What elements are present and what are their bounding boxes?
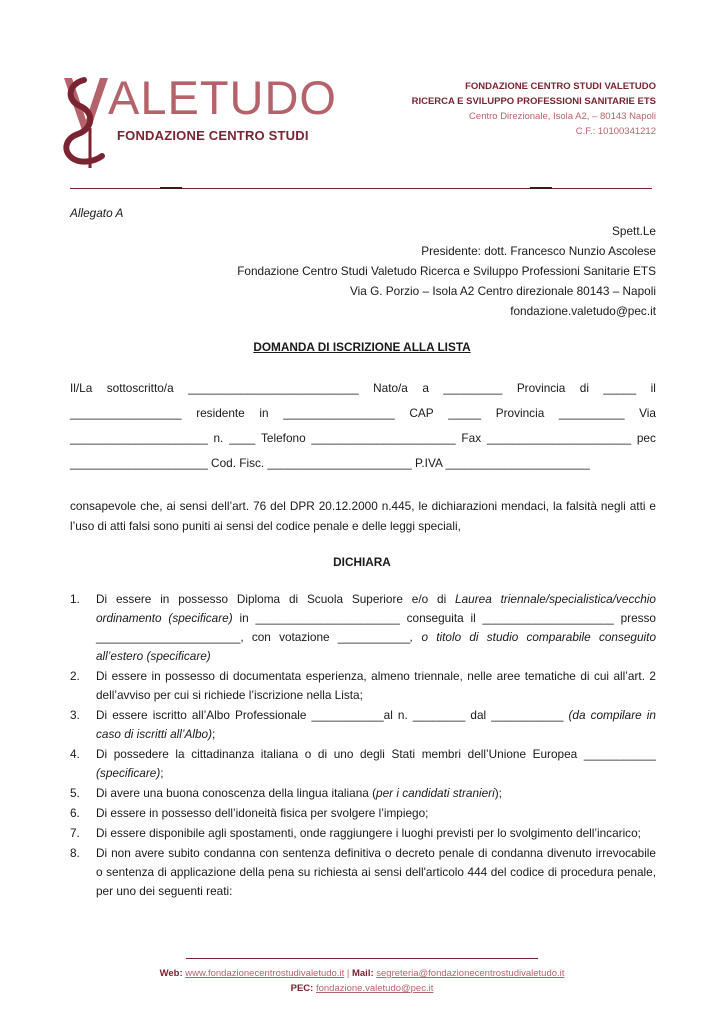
form-token: CAP xyxy=(409,406,434,420)
form-token: Provincia xyxy=(516,381,566,395)
item-text: ); xyxy=(494,786,502,800)
declaration-item xyxy=(70,667,656,705)
recipient-line: Presidente: dott. Francesco Nunzio Ascolese xyxy=(421,244,656,258)
recipient-email: fondazione.valetudo@pec.it xyxy=(510,304,656,318)
form-token[interactable]: _________________ xyxy=(283,406,395,420)
form-token: Il/La xyxy=(70,381,93,395)
footer-mail-label: Mail: xyxy=(351,968,374,979)
org-name: FONDAZIONE CENTRO STUDI VALETUDO xyxy=(465,81,656,92)
item-text: per i candidati stranieri xyxy=(376,786,495,800)
footer-pec-link[interactable]: fondazione.valetudo@pec.it xyxy=(315,983,434,994)
item-number: 7. xyxy=(70,826,80,840)
form-token: Nato/a xyxy=(373,381,408,395)
form-token[interactable]: __________ xyxy=(558,406,625,420)
form-token[interactable]: ____ xyxy=(229,431,256,445)
declaration-premise: consapevole che, ai sensi dell’art. 76 del DPR 20.12.2000 n.445, le dichiarazioni mendaci, la falsità negli atti e l’uso di atti falsi sono puniti ai sensi del codice penale e delle leggi speciali, xyxy=(70,499,656,533)
item-text: Di essere in possesso di documentata esperienza, almeno triennale, nelle aree tematiche di cui all’art. 2 dell’avviso per cui si richiede l’iscrizione nella Lista; xyxy=(96,669,656,702)
org-subname: RICERCA E SVILUPPO PROFESSIONI SANITARIE ETS xyxy=(411,96,656,107)
form-line-3 xyxy=(70,428,656,448)
item-text: (specificare) xyxy=(96,766,161,780)
form-line-1 xyxy=(70,378,656,398)
footer-web-label: Web xyxy=(159,968,180,979)
form-token[interactable]: _____ xyxy=(448,406,482,420)
form-token[interactable]: ______________________ xyxy=(486,431,632,445)
declaration-item xyxy=(70,824,656,843)
item-number: 1. xyxy=(70,592,80,606)
footer-divider xyxy=(186,958,538,959)
recipient-line: Fondazione Centro Studi Valetudo Ricerca e Sviluppo Professioni Sanitarie ETS xyxy=(237,264,656,278)
footer-mail-link[interactable]: segreteria@fondazionecentrostudivaletudo.it xyxy=(376,968,565,979)
declaration-item xyxy=(70,844,656,901)
form-token: in xyxy=(259,406,269,420)
form-token[interactable]: ______________________ xyxy=(311,431,456,445)
item-text: (da compilare in caso di iscritti all’Albo) xyxy=(96,708,656,741)
declaration-list xyxy=(70,590,656,902)
item-text: , o titolo di studio comparabile conseguito all’estero (specificare) xyxy=(96,630,657,663)
declaration-item xyxy=(70,784,656,803)
item-text: Di non avere subito condanna con sentenza definitiva o decreto penale di condanna divenuto irrevocabile o sentenza di applicazione della pena su richiesta ai sensi dell'articolo 444 del codice di procedura penale, per uno dei seguenti reati: xyxy=(96,846,656,898)
item-number: 5. xyxy=(70,786,80,800)
organization-info xyxy=(412,79,656,139)
footer-web-link[interactable]: www.fondazionecentrostudivaletudo.it xyxy=(185,968,345,979)
declaration-item xyxy=(70,590,656,666)
item-text: Di avere una buona conoscenza della lingua italiana ( xyxy=(96,786,377,800)
item-text: ; xyxy=(212,727,216,741)
declaration-item xyxy=(70,804,656,823)
form-token: a xyxy=(422,381,429,395)
valetudo-logo xyxy=(60,70,350,170)
org-address: Centro Direzionale, Isola A2, – 80143 Napoli xyxy=(469,111,656,122)
form-token: di xyxy=(579,381,589,395)
form-token[interactable]: _________ xyxy=(443,381,503,395)
form-token[interactable]: _____ xyxy=(603,381,637,395)
form-token: Via xyxy=(639,406,656,420)
org-tax-code: C.F.: 10100341212 xyxy=(575,126,656,137)
header-divider xyxy=(70,188,652,189)
form-token: sottoscritto/a xyxy=(106,381,174,395)
footer-pec-label: PEC xyxy=(290,983,311,994)
declaration-item xyxy=(70,706,656,744)
form-line-4 xyxy=(70,453,656,473)
form-token: Fax xyxy=(461,431,482,445)
form-line-2 xyxy=(70,403,656,423)
item-number: 6. xyxy=(70,806,80,820)
recipient-line: Spett.Le xyxy=(612,224,656,238)
recipient-line: Via G. Porzio – Isola A2 Centro direzionale 80143 – Napoli xyxy=(349,284,656,298)
item-number: 4. xyxy=(70,747,80,761)
form-token: Provincia xyxy=(495,406,545,420)
item-number: 2. xyxy=(70,669,80,683)
item-number: 3. xyxy=(70,708,80,722)
form-token: Telefono xyxy=(261,431,306,445)
form-token[interactable]: __________________________ xyxy=(188,381,359,395)
header-divider-accent xyxy=(160,187,182,189)
item-number: 8. xyxy=(70,846,80,860)
form-token[interactable]: _____________________ Cod. Fisc. ______________________ P.IVA ______________________ xyxy=(70,456,590,470)
form-token[interactable]: _____________________ xyxy=(70,431,208,445)
footer-pec: PEC: fondazione.valetudo@pec.it xyxy=(290,983,434,994)
declaration-heading: DICHIARA xyxy=(333,555,391,569)
form-token: pec xyxy=(636,431,656,445)
logo-subtitle: FONDAZIONE CENTRO STUDI xyxy=(117,128,309,143)
form-token: n. xyxy=(213,431,224,445)
item-text: Di essere in possesso Diploma di Scuola Superiore e/o di xyxy=(96,592,456,606)
footer-separator: | xyxy=(346,968,350,979)
form-token[interactable]: _________________ xyxy=(70,406,182,420)
form-token: il xyxy=(650,381,656,395)
item-text: Di essere iscritto all’Albo Professionale ___________al n. ________ dal ___________ xyxy=(96,708,569,722)
attachment-label: Allegato A xyxy=(70,206,124,220)
footer-contacts: Web: www.fondazionecentrostudivaletudo.it | Mail: segreteria@fondazionecentrostudivaletudo.it xyxy=(159,968,565,979)
header-divider-accent xyxy=(530,187,552,189)
item-text: Di essere disponibile agli spostamenti, onde raggiungere i luoghi previsti per lo svolgimento dell’incarico; xyxy=(96,826,641,840)
document-title: DOMANDA DI ISCRIZIONE ALLA LISTA xyxy=(253,340,471,354)
item-text: Di essere in possesso dell’idoneità fisica per svolgere l’impiego; xyxy=(96,806,429,820)
form-token: residente xyxy=(196,406,245,420)
logo-wordmark: ALETUDO xyxy=(108,71,337,124)
declaration-item xyxy=(70,745,656,783)
item-text: in ______________________ conseguita il ____________________ presso ______________________, con votazione ___________ xyxy=(96,611,656,644)
item-text: Di possedere la cittadinanza italiana o di uno degli Stati membri dell’Unione Europea ___________ xyxy=(96,747,656,761)
item-text: Laurea triennale/specialistica/vecchio ordinamento (specificare) xyxy=(96,592,656,625)
item-text: ; xyxy=(160,766,164,780)
